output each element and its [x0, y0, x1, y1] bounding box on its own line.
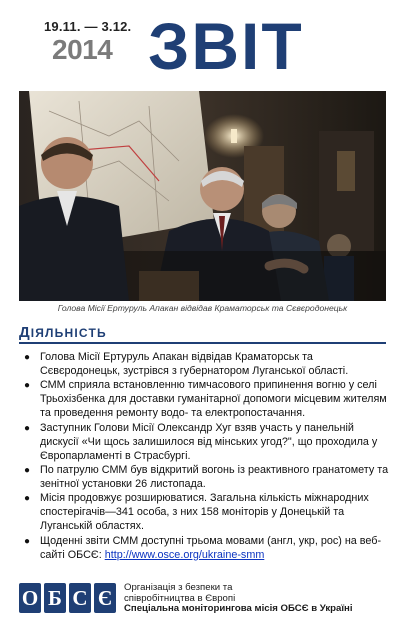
- bullet-dot-icon: ●: [24, 352, 31, 363]
- report-title: ЗВІТ: [148, 9, 304, 83]
- list-item-text: Голова Місії Ертуруль Апакан відвідав Краматорськ та Сєвєродонецьк, зустрівся з губернатором Луганської області.: [40, 351, 349, 377]
- report-header: [0, 0, 406, 90]
- list-item: [18, 535, 392, 563]
- list-item-text: По патрулю СММ був відкритий вогонь із реактивного гранатомету та зенітної установки 26 листопада.: [40, 464, 389, 490]
- org-line-2: співробітництва в Європі: [124, 592, 236, 604]
- list-item: [18, 422, 392, 464]
- list-item-text: Щоденні звіти СММ доступні трьома мовами (англ, укр, рос) на веб-сайті ОБСЄ:: [40, 534, 382, 561]
- list-item: [18, 379, 392, 421]
- bullet-dot-icon: ●: [24, 535, 31, 547]
- list-item: [18, 492, 392, 534]
- list-item-text: Місія продовжує розширюватися. Загальна кількість міжнародних спостерігачів—341 особа, з них 158 моніторів у Донецькій та Луганській областях.: [40, 492, 369, 533]
- footer: [19, 580, 386, 616]
- osce-logo: [19, 583, 117, 613]
- photo-illustration: [19, 91, 386, 301]
- bullet-dot-icon: ●: [24, 380, 31, 392]
- org-line-1: Організація з безпеки та: [124, 582, 233, 593]
- bullet-dot-icon: ●: [24, 493, 31, 505]
- logo-letter: Б: [44, 583, 66, 613]
- list-item: [18, 351, 392, 379]
- osce-ukraine-smm-link[interactable]: http://www.osce.org/ukraine-smm: [104, 548, 265, 561]
- section-title-rest: ІЯЛЬНІСТЬ: [30, 326, 107, 340]
- section-divider: [19, 342, 386, 344]
- photo-caption: Голова Місії Ертуруль Апакан відвідав Краматорськ та Сєвєродонецьк: [57, 303, 348, 313]
- logo-letter: С: [69, 583, 91, 613]
- list-item-text: Заступник Голови Місії Олександр Хуг взяв участь у панельній дискусії «Чи щось залишилося від мінських угод?", що проходила у Європарламенті в Страсбургі.: [40, 421, 378, 462]
- activity-list: [18, 351, 392, 563]
- list-item-text: СММ сприяла встановленню тимчасового припинення вогню у селі Трьохізбенка для доставки гуманітарної допомоги місцевим жителям та проведення ремонту водо- та електропостачання.: [40, 379, 387, 420]
- organization-name: [124, 583, 353, 615]
- mission-photo: [19, 91, 386, 301]
- section-title-initial: Д: [19, 324, 31, 341]
- section-title-activity: [19, 324, 107, 341]
- bullet-dot-icon: ●: [24, 422, 31, 434]
- report-dates: 19.11. — 3.12.: [44, 19, 132, 34]
- report-year: 2014: [52, 34, 113, 65]
- logo-letter: О: [19, 583, 41, 613]
- list-item: [18, 464, 392, 492]
- mission-name: Спеціальна моніторингова місія ОБСЄ в Україні: [124, 603, 353, 615]
- logo-letter: Є: [94, 583, 116, 613]
- bullet-dot-icon: ●: [24, 465, 31, 477]
